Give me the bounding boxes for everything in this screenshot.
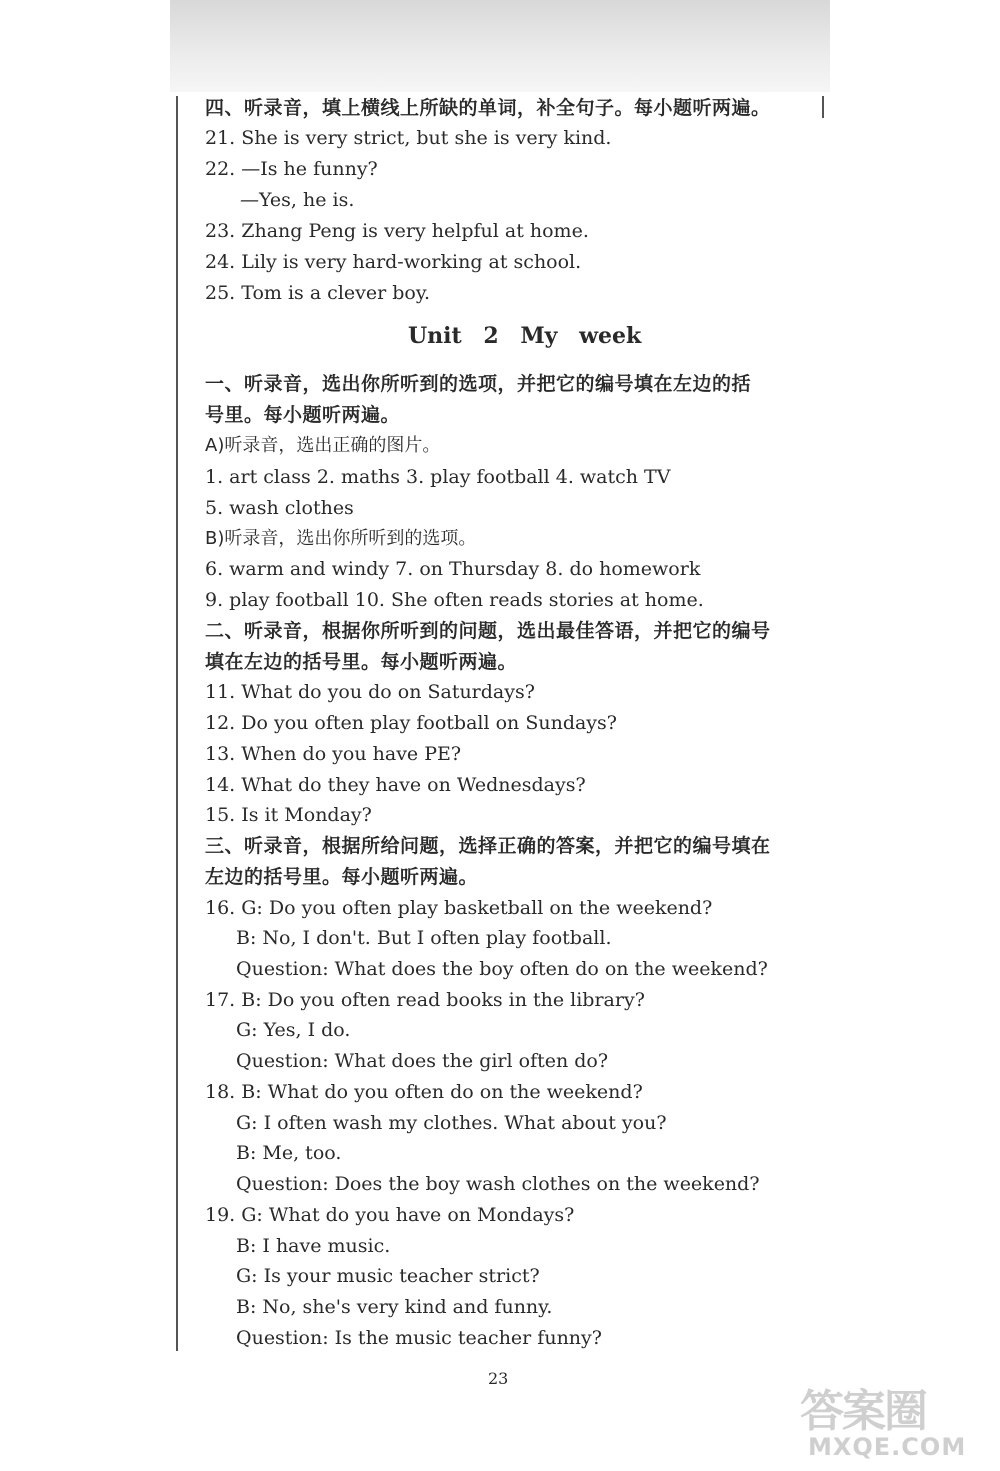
watermark xyxy=(800,1375,990,1465)
unit2-section-3-heading-line1: 三、听录音，根据所给问题，选择正确的答案，并把它的编号填在 xyxy=(205,835,771,857)
unit2-section-1-heading-line1: 一、听录音，选出你所听到的选项，并把它的编号填在左边的括 xyxy=(205,373,752,395)
question-22: 22. —Is he funny? xyxy=(205,158,378,180)
scan-top-shade xyxy=(170,0,830,92)
watermark-url: MXQE.COM xyxy=(808,1433,967,1461)
question-19: 19. G: What do you have on Mondays? xyxy=(205,1204,575,1226)
question-23: 23. Zhang Peng is very helpful at home. xyxy=(205,220,589,242)
left-margin-rule xyxy=(176,96,178,1351)
section-4-heading: 四、听录音，填上横线上所缺的单词，补全句子。每小题听两遍。 xyxy=(205,97,771,119)
question-18: 18. B: What do you often do on the weekend? xyxy=(205,1081,643,1103)
part-a-line-2: 5. wash clothes xyxy=(205,497,354,519)
watermark-logo: 答案圈 xyxy=(800,1386,926,1437)
question-22-answer: —Yes, he is. xyxy=(240,189,355,211)
question-24: 24. Lily is very hard-working at school. xyxy=(205,251,582,273)
unit-title: Unit 2 My week xyxy=(408,323,642,349)
question-19-g: G: Is your music teacher strict? xyxy=(236,1265,540,1287)
question-25: 25. Tom is a clever boy. xyxy=(205,282,431,304)
part-b-line-1: 6. warm and windy 7. on Thursday 8. do homework xyxy=(205,558,701,580)
unit2-section-3-heading-line2: 左边的括号里。每小题听两遍。 xyxy=(205,866,479,888)
question-17-g: G: Yes, I do. xyxy=(236,1019,351,1041)
question-17: 17. B: Do you often read books in the library? xyxy=(205,989,645,1011)
question-14: 14. What do they have on Wednesdays? xyxy=(205,774,586,796)
part-a-line-1: 1. art class 2. maths 3. play football 4. watch TV xyxy=(205,466,671,488)
part-b-line-2: 9. play football 10. She often reads stories at home. xyxy=(205,589,704,611)
question-16: 16. G: Do you often play basketball on the weekend? xyxy=(205,897,713,919)
question-11: 11. What do you do on Saturdays? xyxy=(205,681,535,703)
unit2-section-1-heading-line2: 号里。每小题听两遍。 xyxy=(205,404,401,426)
question-13: 13. When do you have PE? xyxy=(205,743,462,765)
question-16-b: B: No, I don't. But I often play football. xyxy=(236,927,612,949)
unit2-section-2-heading-line2: 填在左边的括号里。每小题听两遍。 xyxy=(205,651,518,673)
unit2-section-2-heading-line1: 二、听录音，根据你所听到的问题，选出最佳答语，并把它的编号 xyxy=(205,620,771,642)
right-margin-rule xyxy=(822,96,824,118)
question-17-question: Question: What does the girl often do? xyxy=(236,1050,609,1072)
question-18-b: B: Me, too. xyxy=(236,1142,342,1164)
question-21: 21. She is very strict, but she is very kind. xyxy=(205,127,612,149)
question-19-b1: B: I have music. xyxy=(236,1235,391,1257)
question-19-b2: B: No, she's very kind and funny. xyxy=(236,1296,553,1318)
question-19-question: Question: Is the music teacher funny? xyxy=(236,1327,602,1349)
page-number: 23 xyxy=(488,1369,509,1388)
question-18-question: Question: Does the boy wash clothes on the weekend? xyxy=(236,1173,760,1195)
question-12: 12. Do you often play football on Sundays? xyxy=(205,712,617,734)
question-18-g: G: I often wash my clothes. What about you? xyxy=(236,1112,667,1134)
part-b-label: B)听录音，选出你所听到的选项。 xyxy=(205,528,477,549)
part-a-label: A)听录音，选出正确的图片。 xyxy=(205,435,441,456)
question-15: 15. Is it Monday? xyxy=(205,804,372,826)
question-16-question: Question: What does the boy often do on the weekend? xyxy=(236,958,768,980)
